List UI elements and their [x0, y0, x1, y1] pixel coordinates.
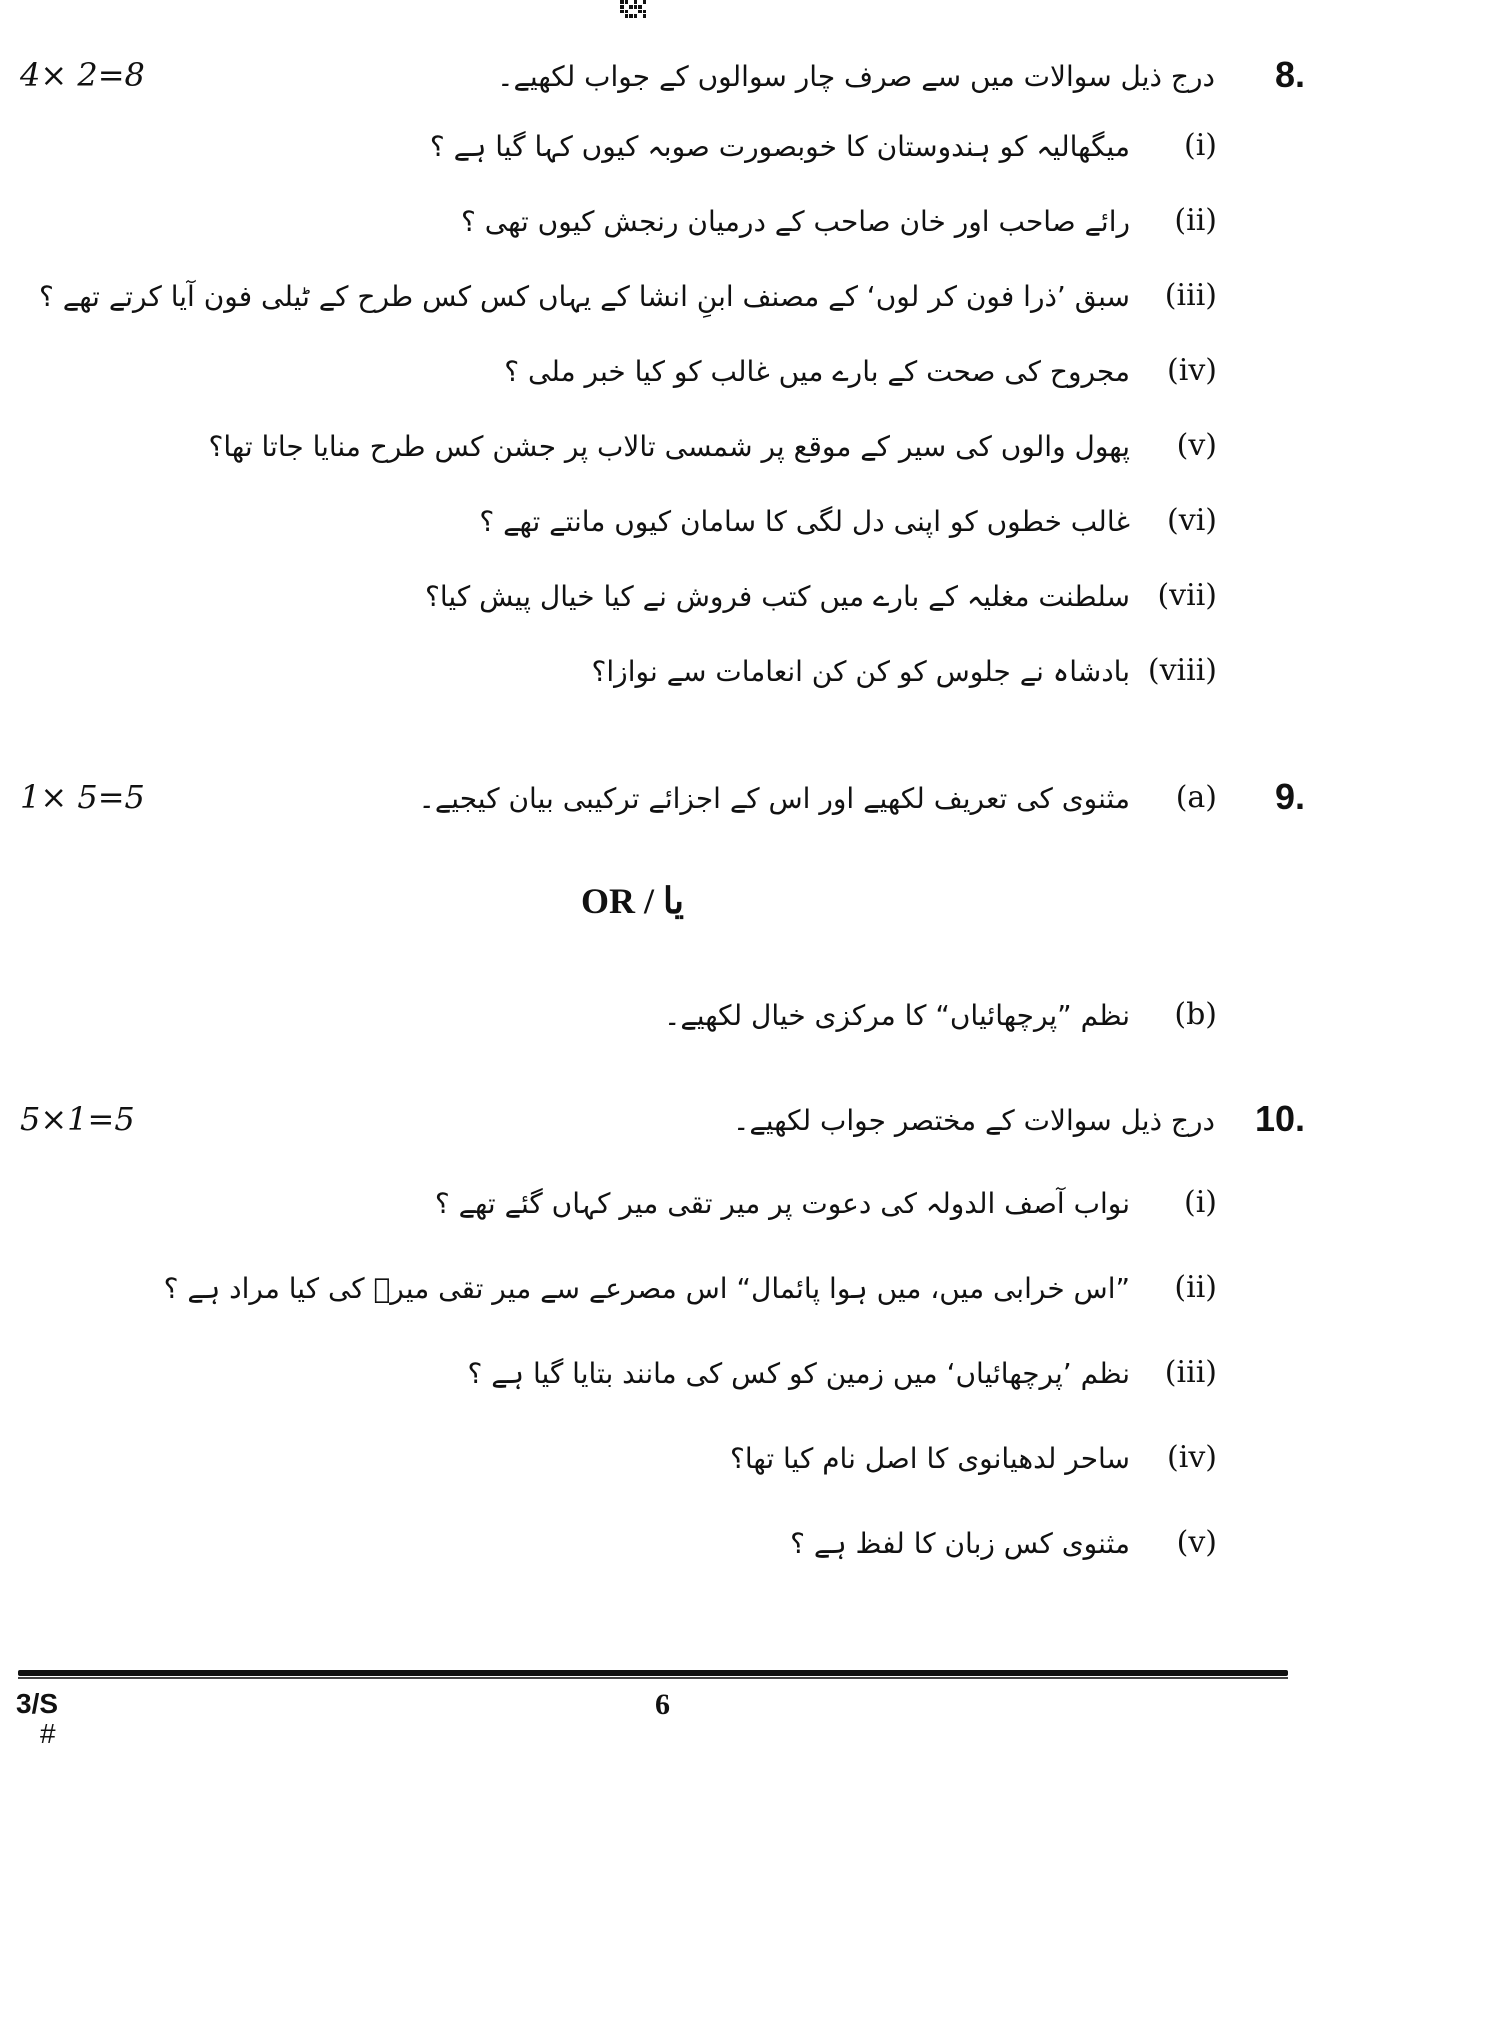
or-divider: OR / یا: [580, 881, 684, 921]
q10-item-label: (iv): [1167, 1440, 1217, 1475]
q10-item-text: ساحر لدھیانوی کا اصل نام کیا تھا؟: [730, 1442, 1130, 1475]
q8-item-text: مجروح کی صحت کے بارے میں غالب کو کیا خبر ملی ؟: [504, 355, 1130, 388]
q8-item-label: (v): [1176, 428, 1217, 463]
qr-code-mark: [620, 0, 646, 18]
q9-b-label: (b): [1174, 997, 1217, 1032]
q8-item-text: غالب خطوں کو اپنی دل لگی کا سامان کیوں مانتے تھے ؟: [479, 505, 1130, 538]
q8-item-label: (viii): [1147, 653, 1217, 688]
q10-item-label: (ii): [1174, 1270, 1217, 1305]
q9-b-text: نظم ”پرچھائیاں“ کا مرکزی خیال لکھیے۔: [663, 999, 1130, 1032]
q8-item-label: (iv): [1167, 353, 1217, 388]
q8-item-text: سبق ’ذرا فون کر لوں‘ کے مصنف ابنِ انشا کے یہاں کس کس طرح کے ٹیلی فون آیا کرتے تھے ؟: [39, 280, 1130, 313]
paper-code: 3/S: [16, 1688, 59, 1719]
q8-item-label: (i): [1183, 128, 1217, 163]
q8-item-label: (ii): [1174, 203, 1217, 238]
footer-rule-thin: [18, 1677, 1288, 1679]
q9-a-label: (a): [1175, 780, 1217, 815]
q10-item-text: ”اس خرابی میں، میں ہوا پائمال“ اس مصرعے سے میر تقی میرؔ کی کیا مراد ہے ؟: [163, 1272, 1130, 1305]
q10-item-label: (i): [1183, 1185, 1217, 1220]
q10-item-label: (v): [1176, 1525, 1217, 1560]
q8-item-text: رائے صاحب اور خان صاحب کے درمیان رنجش کیوں تھی ؟: [460, 205, 1130, 238]
q8-item-text: میگھالیہ کو ہندوستان کا خوبصورت صوبہ کیوں کہا گیا ہے ؟: [429, 130, 1130, 163]
q10-item-label: (iii): [1164, 1355, 1217, 1390]
q8-number: 8.: [1274, 54, 1305, 95]
q10-item-text: مثنوی کس زبان کا لفظ ہے ؟: [790, 1527, 1130, 1560]
q8-marks: 4× 2=8: [20, 56, 145, 94]
q8-item-label: (vii): [1157, 578, 1217, 613]
q8-stem: درج ذیل سوالات میں سے صرف چار سوالوں کے جواب لکھیے۔: [497, 60, 1215, 93]
q8-item-label: (iii): [1164, 278, 1217, 313]
q10-number: 10.: [1254, 1098, 1305, 1139]
footer-rule: [18, 1670, 1288, 1676]
paper-hash-mark: #: [40, 1718, 56, 1749]
q9-marks: 1× 5=5: [20, 778, 145, 816]
page-number: 6: [655, 1688, 670, 1721]
q8-item-text: سلطنت مغلیہ کے بارے میں کتب فروش نے کیا خیال پیش کیا؟: [425, 580, 1130, 613]
q10-item-text: نواب آصف الدولہ کی دعوت پر میر تقی میر کہاں گئے تھے ؟: [434, 1187, 1130, 1220]
q8-item-text: پھول والوں کی سیر کے موقع پر شمسی تالاب پر جشن کس طرح منایا جاتا تھا؟: [208, 430, 1130, 463]
q9-number: 9.: [1274, 776, 1305, 817]
q8-item-label: (vi): [1167, 503, 1217, 538]
q10-marks: 5×1=5: [20, 1100, 135, 1138]
q9-a-text: مثنوی کی تعریف لکھیے اور اس کے اجزائے ترکیبی بیان کیجیے۔: [418, 782, 1130, 815]
q10-item-text: نظم ’پرچھائیاں‘ میں زمین کو کس کی مانند بتایا گیا ہے ؟: [467, 1357, 1130, 1390]
q10-stem: درج ذیل سوالات کے مختصر جواب لکھیے۔: [732, 1104, 1215, 1137]
q8-item-text: بادشاہ نے جلوس کو کن کن انعامات سے نوازا؟: [591, 655, 1130, 688]
